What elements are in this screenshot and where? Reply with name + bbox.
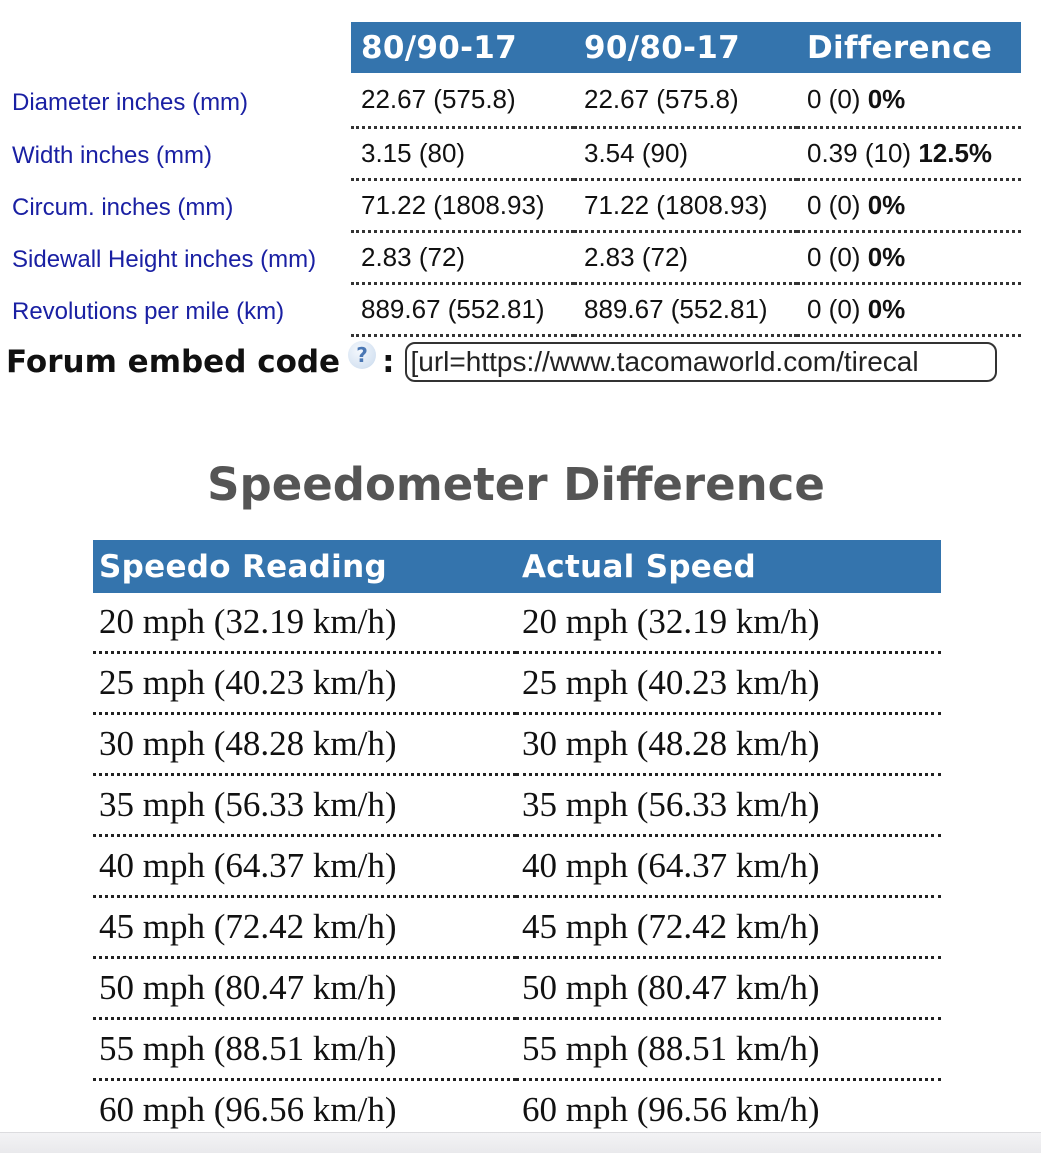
- row-width: [6, 127, 1021, 179]
- tire-a-value: 71.22 (1808.93): [351, 179, 574, 231]
- actual-speed-cell: 30 mph (48.28 km/h): [516, 714, 941, 775]
- difference-amount: 0 (0): [807, 293, 861, 324]
- speedo-reading-cell: 40 mph (64.37 km/h): [93, 836, 516, 897]
- header-tire-a: 80/90-17: [351, 22, 574, 73]
- actual-speed-cell: 25 mph (40.23 km/h): [516, 653, 941, 714]
- difference-percent: 0%: [867, 293, 906, 324]
- table-row: [93, 1019, 941, 1080]
- difference-value: [797, 179, 1021, 231]
- table-row: [93, 897, 941, 958]
- speedo-reading-cell: 60 mph (96.56 km/h): [99, 1090, 397, 1129]
- question-mark-icon[interactable]: ?: [348, 341, 376, 369]
- table-row: [93, 775, 941, 836]
- row-diameter: [6, 73, 1021, 127]
- row-sidewall-height: [6, 231, 1021, 283]
- header-tire-b: 90/80-17: [574, 22, 797, 73]
- forum-embed-input[interactable]: [405, 342, 997, 382]
- forum-embed-label: Forum embed code: [6, 344, 341, 380]
- difference-value: [797, 231, 1021, 283]
- speedo-reading-cell: 30 mph (48.28 km/h): [93, 714, 516, 775]
- difference-percent: 0%: [867, 83, 906, 114]
- tire-comparison-table: [6, 22, 1021, 337]
- tire-b-value: 889.67 (552.81): [574, 283, 797, 335]
- difference-amount: 0 (0): [807, 83, 861, 114]
- header-difference: Difference: [797, 22, 1021, 73]
- row-revolutions: [6, 283, 1021, 335]
- tire-table-header-row: [6, 22, 1021, 73]
- difference-value: [797, 283, 1021, 335]
- row-label: Revolutions per mile (km): [12, 298, 285, 325]
- header-blank-cell: [6, 22, 351, 73]
- difference-percent: 0%: [867, 241, 906, 272]
- speedo-reading-cell: 25 mph (40.23 km/h): [93, 653, 516, 714]
- speedo-reading-cell: 35 mph (56.33 km/h): [93, 775, 516, 836]
- speedometer-table: [93, 540, 941, 1139]
- row-label: Width inches (mm): [12, 142, 213, 169]
- tire-b-value: 22.67 (575.8): [574, 73, 797, 127]
- table-row: [93, 593, 941, 653]
- speedo-reading-cell: 55 mph (88.51 km/h): [93, 1019, 516, 1080]
- embed-colon: :: [382, 344, 395, 380]
- row-label: Sidewall Height inches (mm): [12, 246, 317, 273]
- difference-amount: 0.39 (10): [807, 137, 912, 168]
- difference-percent: 0%: [867, 189, 906, 220]
- speedometer-title: Speedometer Difference: [207, 458, 825, 511]
- actual-speed-cell: 50 mph (80.47 km/h): [516, 958, 941, 1019]
- table-row: [93, 653, 941, 714]
- actual-speed-cell: 55 mph (88.51 km/h): [516, 1019, 941, 1080]
- actual-speed-cell: 20 mph (32.19 km/h): [516, 593, 941, 653]
- tire-a-value: 889.67 (552.81): [351, 283, 574, 335]
- table-row: [93, 1080, 941, 1140]
- tire-b-value: 71.22 (1808.93): [574, 179, 797, 231]
- table-row: [93, 836, 941, 897]
- tire-a-value: 2.83 (72): [351, 231, 574, 283]
- header-speedo-reading: Speedo Reading: [93, 540, 516, 593]
- difference-value: [797, 73, 1021, 127]
- tire-a-value: 3.15 (80): [351, 127, 574, 179]
- speedo-reading-cell: 45 mph (72.42 km/h): [93, 897, 516, 958]
- tire-b-value: 2.83 (72): [574, 231, 797, 283]
- table-row: [93, 958, 941, 1019]
- row-circumference: [6, 179, 1021, 231]
- table-row: [93, 714, 941, 775]
- actual-speed-cell: 60 mph (96.56 km/h): [522, 1090, 820, 1129]
- bottom-edge: [0, 1132, 1041, 1153]
- difference-percent: 12.5%: [918, 137, 993, 168]
- speedo-header-row: [93, 540, 941, 593]
- tire-b-value: 3.54 (90): [574, 127, 797, 179]
- row-label: Circum. inches (mm): [12, 194, 234, 221]
- header-actual-speed: Actual Speed: [516, 540, 941, 593]
- speedo-reading-cell: 50 mph (80.47 km/h): [93, 958, 516, 1019]
- actual-speed-cell: 40 mph (64.37 km/h): [516, 836, 941, 897]
- tire-a-value: 22.67 (575.8): [351, 73, 574, 127]
- difference-amount: 0 (0): [807, 189, 861, 220]
- actual-speed-cell: 35 mph (56.33 km/h): [516, 775, 941, 836]
- actual-speed-cell: 45 mph (72.42 km/h): [516, 897, 941, 958]
- row-label: Diameter inches (mm): [12, 89, 249, 116]
- difference-value: [797, 127, 1021, 179]
- speedo-reading-cell: 20 mph (32.19 km/h): [93, 593, 516, 653]
- forum-embed-row: [6, 340, 997, 384]
- difference-amount: 0 (0): [807, 241, 861, 272]
